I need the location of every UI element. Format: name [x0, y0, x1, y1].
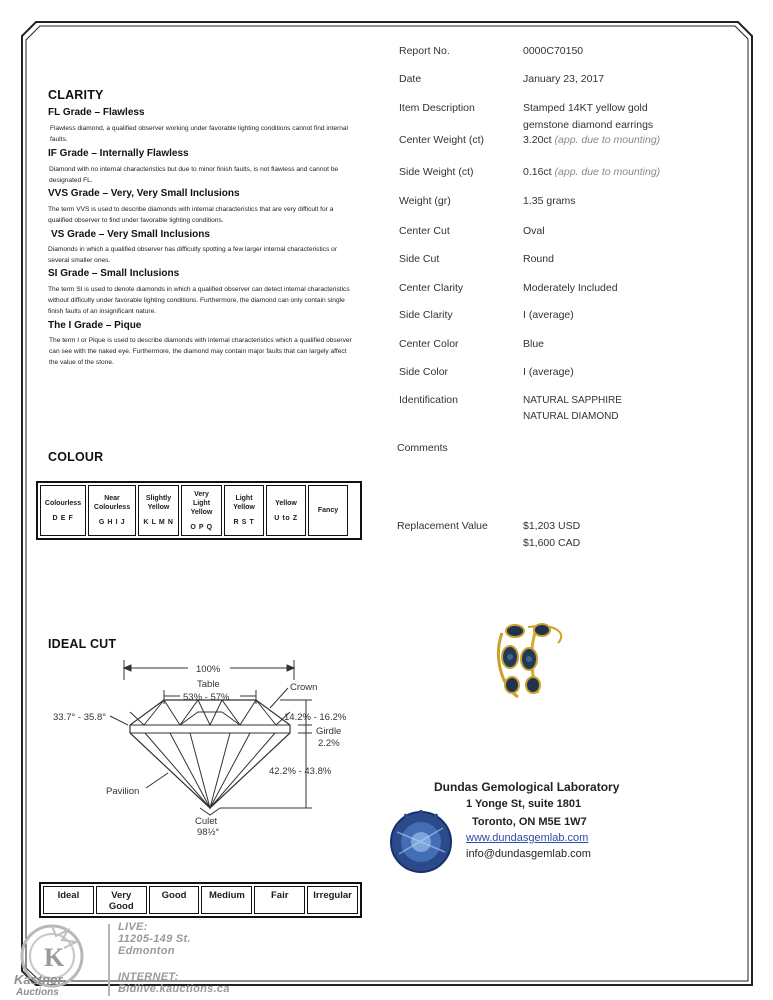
grade-fl-description: Flawless diamond, a qualified observer working under favorable lighting conditions cannot find internal faults. — [50, 125, 348, 143]
crown-label: Crown — [290, 682, 318, 693]
cut-grade-cell: Ideal — [43, 886, 94, 914]
lab-website-link[interactable]: www.dundasgemlab.com — [466, 832, 589, 844]
center-weight-value — [523, 132, 660, 149]
item-description-label: Item Description — [399, 102, 475, 114]
colour-cell — [181, 485, 222, 536]
colour-cell-name: Fancy — [317, 507, 339, 514]
colour-cell-name: Colourless — [44, 499, 82, 507]
watermark-internet-url: Bidlive.kauctions.ca — [118, 983, 230, 995]
width-label: 100% — [196, 664, 221, 675]
grade-if-description: Diamond with no internal characteristics but due to minor finish faults, is not flawless and cannot be designated FL. — [49, 166, 339, 184]
cut-grade-cell: Irregular — [307, 886, 358, 914]
weight-value: 1.35 grams — [523, 195, 576, 207]
center-color-label: Center Color — [399, 338, 459, 350]
colour-cell — [40, 485, 86, 536]
girdle-label: Girdle — [316, 726, 342, 737]
report-no-label: Report No. — [399, 45, 450, 57]
grade-i-title: The I Grade – Pique — [48, 320, 142, 331]
colour-cell — [138, 485, 179, 536]
side-weight-value — [523, 164, 660, 181]
hologram-seal-icon — [387, 806, 455, 874]
grade-if-title: IF Grade – Internally Flawless — [48, 148, 189, 159]
grade-i-description: The term I or Pique is used to describe diamonds with internal characteristics which a qualified observer can see with the naked eye. Furthermore, the diamond may contain major faults that can largely affect the value of the stone. — [49, 337, 352, 366]
earrings-photo — [488, 615, 576, 707]
replacement-value-usd: $1,203 USD — [523, 520, 581, 532]
cut-grade-cell: Good — [149, 886, 200, 914]
side-clarity-value: I (average) — [523, 309, 574, 321]
crown-angle-label: 33.7° - 35.8° — [53, 712, 107, 723]
colour-cell — [88, 485, 136, 536]
side-color-value: I (average) — [523, 366, 574, 378]
center-cut-value: Oval — [523, 225, 545, 237]
colour-cell — [308, 485, 348, 536]
cut-grade-cell: Medium — [201, 886, 252, 914]
cut-grade-cell: Fair — [254, 886, 305, 914]
comments-label: Comments — [397, 442, 448, 454]
culet-label: Culet — [195, 816, 218, 827]
colour-cell-name: Slightly Yellow — [145, 495, 172, 511]
side-cut-value: Round — [523, 253, 554, 265]
colour-cell — [266, 485, 306, 536]
colour-cell-name: Very Light Yellow — [190, 490, 213, 516]
lab-address-line2: Toronto, ON M5E 1W7 — [472, 816, 587, 828]
center-clarity-label: Center Clarity — [399, 282, 464, 294]
ideal-cut-diagram — [40, 650, 370, 840]
pavilion-label: Pavilion — [106, 786, 140, 797]
center-weight-amount: 3.20ct — [523, 134, 552, 146]
watermark-live-address2: Edmonton — [118, 945, 175, 957]
grade-fl-title: FL Grade – Flawless — [48, 107, 145, 118]
colour-heading: COLOUR — [48, 450, 104, 464]
weight-label: Weight (gr) — [399, 195, 451, 207]
pavilion-depth-label: 42.2% - 43.8% — [269, 766, 332, 777]
table-range-label: 53% - 57% — [183, 692, 230, 703]
side-color-label: Side Color — [399, 366, 449, 378]
item-description-value: Stamped 14KT yellow gold — [523, 102, 648, 114]
girdle-pct-label: 2.2% — [318, 738, 340, 749]
item-description-value-line2: gemstone diamond earrings — [523, 119, 654, 131]
colour-cell-name: Yellow — [275, 499, 297, 507]
ideal-cut-heading: IDEAL CUT — [48, 637, 117, 651]
watermark-internet-label: INTERNET: — [118, 971, 179, 983]
center-clarity-value: Moderately Included — [523, 282, 618, 294]
colour-cell-range: G H I J — [98, 519, 126, 526]
colour-cell-name: Near Colourless — [93, 495, 131, 511]
grade-vs-description: Diamonds in which a qualified observer has difficulty spotting a few larger internal characteristics or several smaller ones. — [48, 246, 338, 264]
lab-name: Dundas Gemological Laboratory — [434, 780, 620, 794]
colour-cell-range: K L M N — [143, 519, 174, 526]
center-weight-note: (app. due to mounting) — [554, 134, 661, 146]
side-weight-note: (app. due to mounting) — [554, 166, 661, 178]
culet-angle-label: 98½° — [197, 827, 220, 838]
report-no-value: 0000C70150 — [523, 45, 584, 57]
svg-text:K: K — [44, 943, 65, 972]
grade-si-description: The term SI is used to denote diamonds in which a qualified observer can detect internal characteristics without difficulty under favorable lighting conditions. Furthermore, the diamond can only contain single finish faults of an insignificant nature. — [48, 286, 350, 315]
center-cut-label: Center Cut — [399, 225, 450, 237]
colour-cell-range: R S T — [233, 519, 255, 526]
cut-grade-table — [39, 882, 362, 918]
colour-cell-name: Light Yellow — [233, 495, 255, 511]
colour-cell-range: D E F — [52, 514, 74, 522]
clarity-heading: CLARITY — [48, 88, 104, 102]
side-cut-label: Side Cut — [399, 253, 440, 265]
colour-cell-range: U to Z — [274, 514, 298, 522]
side-weight-amount: 0.16ct — [523, 166, 552, 178]
lab-email: info@dundasgemlab.com — [466, 848, 591, 860]
center-color-value: Blue — [523, 338, 545, 350]
side-weight-label: Side Weight (ct) — [399, 166, 474, 178]
grade-vvs-title: VVS Grade – Very, Very Small Inclusions — [48, 188, 240, 199]
colour-cell — [224, 485, 264, 536]
identification-label: Identification — [399, 394, 458, 406]
grade-vvs-description: The term VVS is used to describe diamonds with internal characteristics that are very difficult for a qualified observer to find under favorable lighting conditions. — [48, 206, 334, 224]
date-label: Date — [399, 73, 422, 85]
identification-value-line2: NATURAL DIAMOND — [523, 411, 619, 422]
colour-cell-range: O P Q — [190, 523, 213, 531]
watermark-live-address1: 11205-149 St. — [118, 933, 191, 945]
watermark-divider — [108, 924, 110, 996]
date-value: January 23, 2017 — [523, 73, 605, 85]
side-clarity-label: Side Clarity — [399, 309, 453, 321]
replacement-value-label: Replacement Value — [397, 520, 488, 532]
center-weight-label: Center Weight (ct) — [399, 134, 484, 146]
colour-scale-table — [36, 481, 362, 540]
replacement-value-cad: $1,600 CAD — [523, 537, 581, 549]
cut-grade-cell: Very Good — [96, 886, 147, 914]
table-label: Table — [197, 679, 220, 690]
identification-value: NATURAL SAPPHIRE — [523, 395, 622, 406]
lab-address-line1: 1 Yonge St, suite 1801 — [466, 798, 582, 810]
watermark-live-label: LIVE: — [118, 921, 148, 933]
grade-vs-title: VS Grade – Very Small Inclusions — [51, 229, 210, 240]
kastner-auctions-logo — [6, 922, 106, 996]
logo-brand-line1: Kastner — [14, 972, 63, 987]
grade-si-title: SI Grade – Small Inclusions — [48, 268, 180, 279]
logo-brand-line2: Auctions — [16, 987, 59, 996]
crown-height-label: 14.2% - 16.2% — [284, 712, 347, 723]
